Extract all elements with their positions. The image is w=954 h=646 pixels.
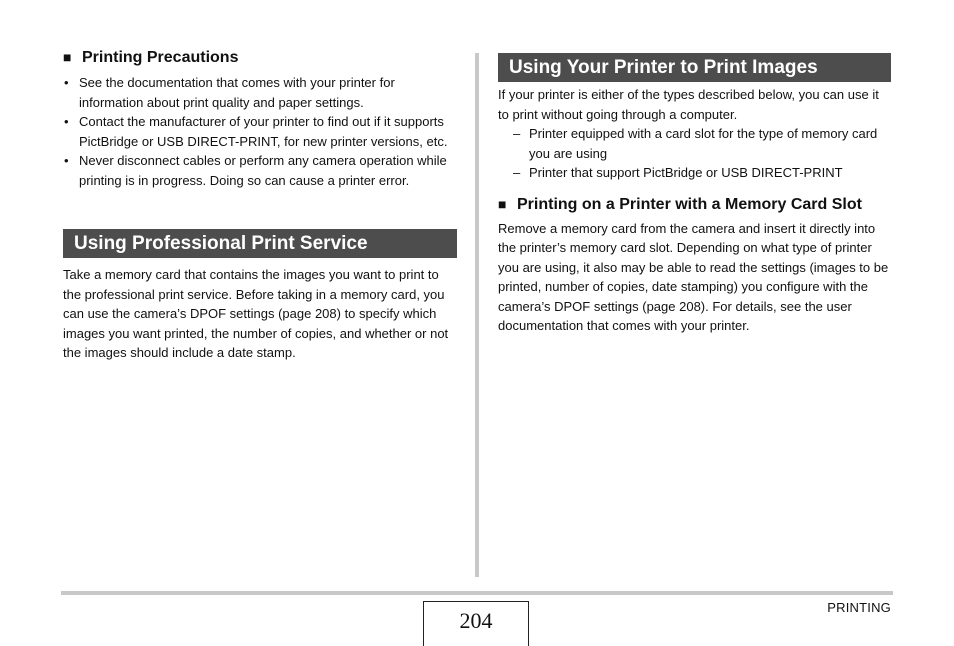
memory-card-text: Remove a memory card from the camera and insert it directly into the printer’s memory card slot. Depending on what type of printer you are using, it also may be able to read the settings (images to be printed, number of copies, date stamping) you configure with the camera’s DPOF settings (page 208). For details, see the user documentation that comes with your printer. (498, 220, 889, 333)
bullet-icon: • (64, 114, 69, 129)
bullet-icon: • (64, 75, 69, 90)
list-item (498, 163, 891, 183)
dash-icon: – (513, 165, 521, 180)
list-item-text: See the documentation that comes with your printer for information about print quality and paper settings. (79, 75, 395, 110)
bullet-icon: • (64, 153, 69, 168)
list-item-text: Never disconnect cables or perform any camera operation while printing is in progress. Doing so can cause a printer error. (79, 153, 447, 188)
list-item-text: Printer that support PictBridge or USB DIRECT-PRINT (529, 165, 843, 180)
print-images-intro: If your printer is either of the types described below, you can use it to print without going through a computer. (498, 87, 879, 122)
footer-rule (61, 591, 893, 595)
printing-precautions-heading (63, 48, 457, 67)
chapter-label: PRINTING (827, 600, 891, 615)
pro-print-service-text: Take a memory card that contains the images you want to print to the professional print service. Before taking in a memory card, you can use the camera’s DPOF settings (page 208) to specify which images you want printed, the number of copies, and whether or not the images should include a date stamp. (63, 267, 449, 360)
printer-types-list (498, 124, 891, 183)
list-item (498, 124, 891, 163)
square-bullet-icon: ■ (63, 49, 72, 65)
square-bullet-icon: ■ (498, 195, 507, 212)
column-divider (475, 53, 479, 577)
list-item (63, 151, 457, 190)
list-item (63, 73, 457, 112)
memory-card-heading (498, 195, 891, 214)
precautions-list (63, 73, 457, 190)
list-item-text: Contact the manufacturer of your printer to find out if it supports PictBridge or USB DIRECT-PRINT, for new printer versions, etc. (79, 114, 448, 149)
memory-card-title: Printing on a Printer with a Memory Card Slot (517, 195, 862, 213)
left-column (63, 48, 457, 363)
dash-icon: – (513, 126, 521, 141)
right-column (498, 53, 891, 336)
printing-precautions-title: Printing Precautions (82, 49, 239, 66)
page-number: 204 (423, 601, 529, 646)
list-item-text: Printer equipped with a card slot for the type of memory card you are using (529, 126, 878, 161)
pro-print-service-title: Using Professional Print Service (63, 229, 457, 258)
print-images-title: Using Your Printer to Print Images (498, 53, 891, 82)
list-item (63, 112, 457, 151)
